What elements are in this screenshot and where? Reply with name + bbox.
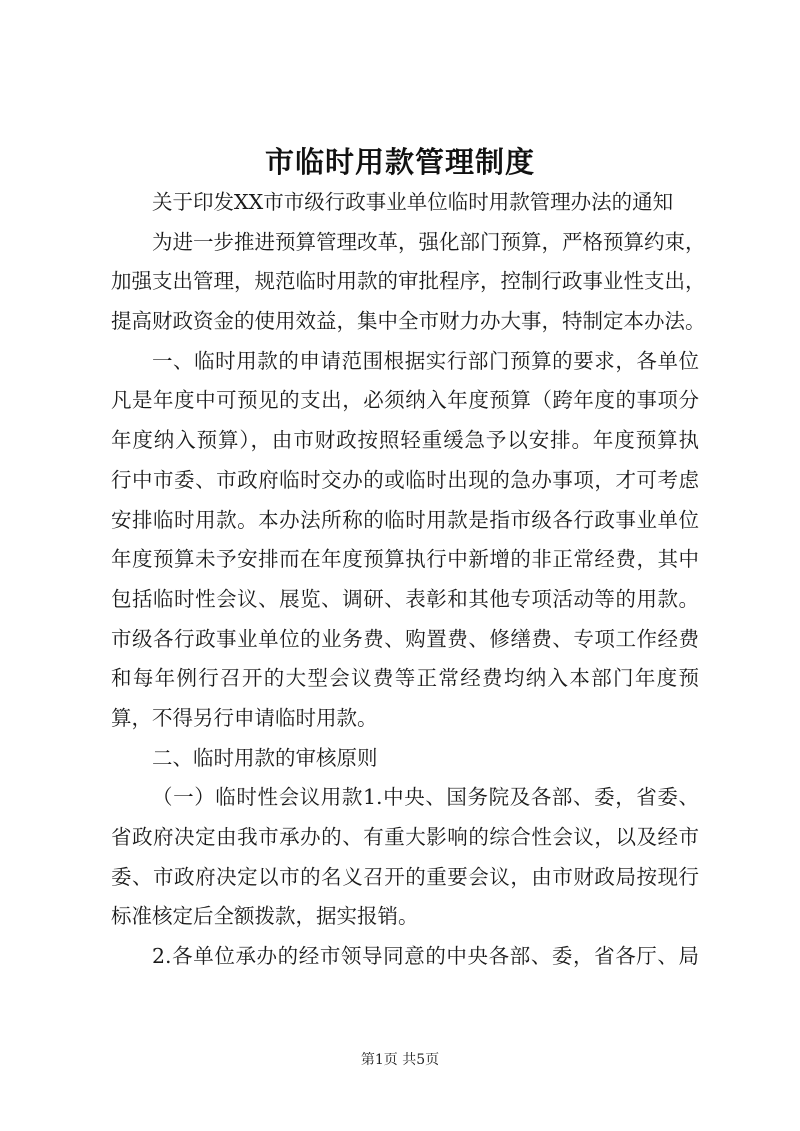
body-line: 省政府决定由我市承办的、有重大影响的综合性会议，以及经市	[111, 825, 699, 849]
body-line: 算，不得另行申请临时用款。	[111, 705, 378, 730]
body-line: （一）临时性会议用款1.中央、国务院及各部、委，省委、	[152, 785, 699, 810]
body-line: 2.各单位承办的经市领导同意的中央各部、委，省各厅、局	[152, 944, 699, 969]
body-line: 提高财政资金的使用效益，集中全市财力办大事，特制定本办法。	[111, 309, 706, 334]
body-line: 年度预算未予安排而在年度预算执行中新增的非正常经费，其中	[111, 547, 699, 572]
body-line: 包括临时性会议、展览、调研、表彰和其他专项活动等的用款。	[111, 586, 699, 611]
page-number: 第1页 共5页	[360, 1052, 440, 1068]
document-body	[111, 183, 706, 977]
body-line: 安排临时用款。本办法所称的临时用款是指市级各行政事业单位	[111, 507, 699, 532]
body-line: 关于印发XX市市级行政事业单位临时用款管理办法的通知	[152, 190, 674, 214]
body-line: 标准核定后全额拨款，据实报销。	[111, 904, 419, 929]
section-heading: 二、临时用款的审核原则	[152, 745, 378, 770]
document-title: 市临时用款管理制度	[264, 145, 535, 179]
body-line: 为进一步推进预算管理改革，强化部门预算，严格预算约束，	[152, 229, 706, 254]
body-line: 凡是年度中可预见的支出，必须纳入年度预算（跨年度的事项分	[111, 388, 699, 413]
body-line: 委、市政府决定以市的名义召开的重要会议，由市财政局按现行	[111, 864, 699, 889]
body-line: 行中市委、市政府临时交办的或临时出现的急办事项，才可考虑	[111, 467, 699, 492]
body-line: 和每年例行召开的大型会议费等正常经费均纳入本部门年度预	[111, 666, 699, 691]
body-line: 市级各行政事业单位的业务费、购置费、修缮费、专项工作经费	[111, 626, 699, 651]
body-line: 一、临时用款的申请范围根据实行部门预算的要求，各单位	[152, 348, 699, 373]
body-line: 年度纳入预算），由市财政按照轻重缓急予以安排。年度预算执	[111, 428, 699, 453]
body-line: 加强支出管理，规范临时用款的审批程序，控制行政事业性支出，	[111, 269, 706, 294]
